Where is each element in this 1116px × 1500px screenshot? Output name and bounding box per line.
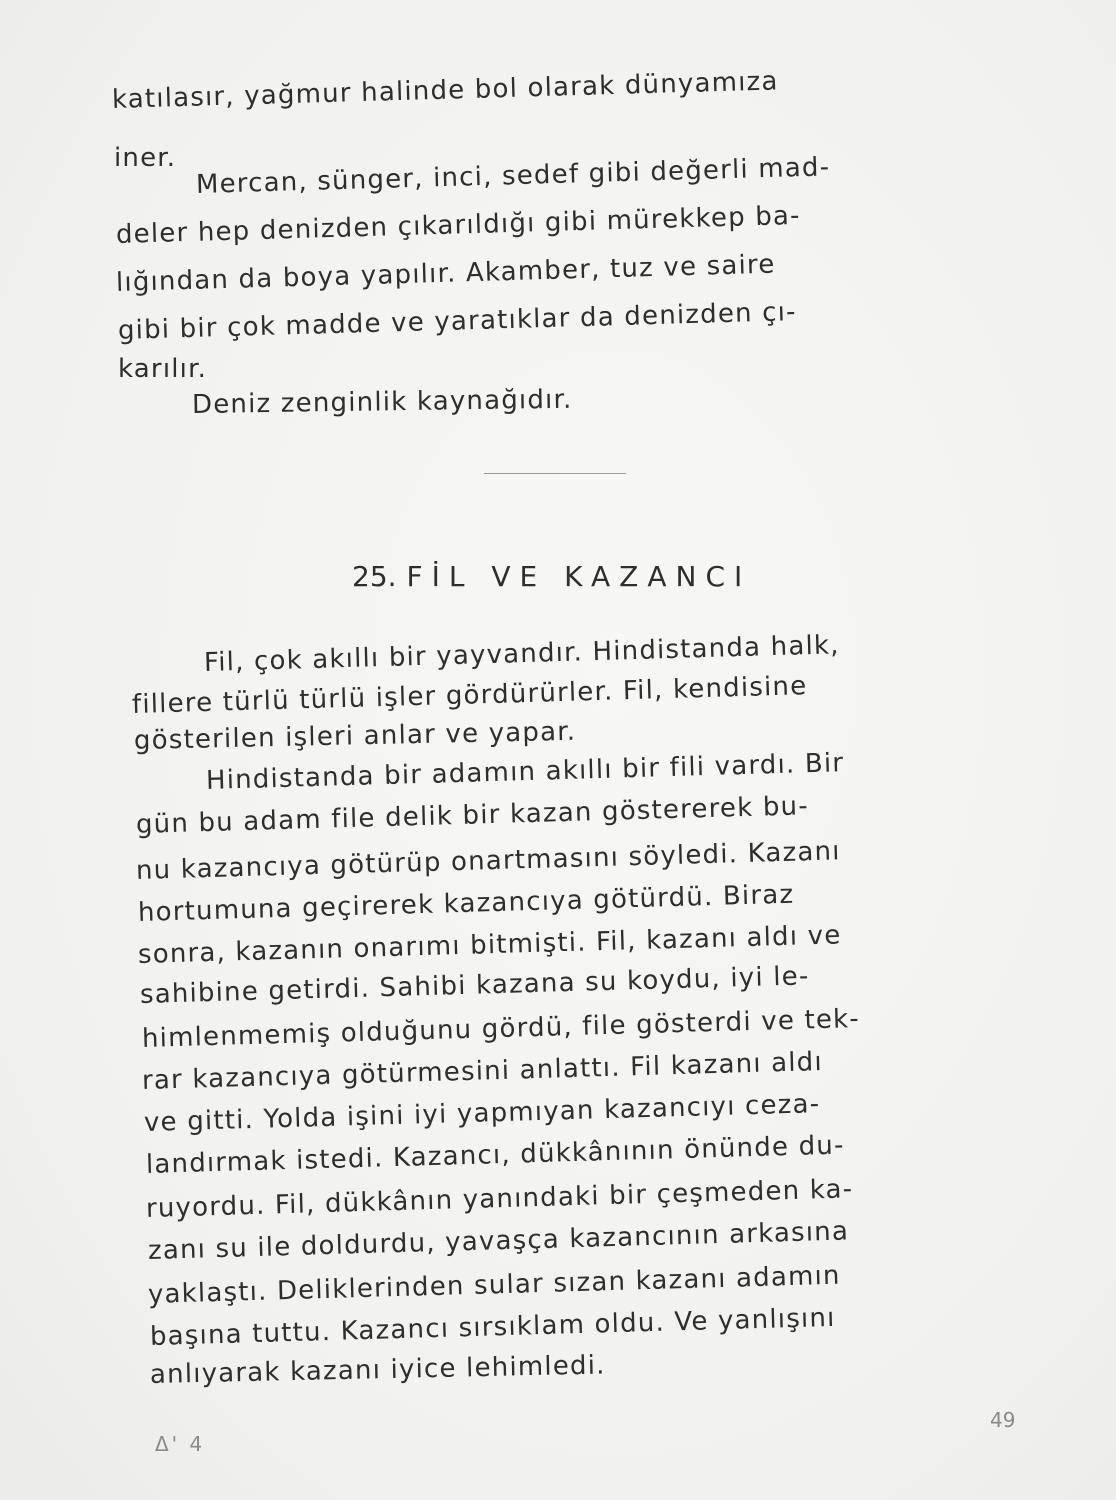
text-line: nu kazancıya götürüp onartmasını söyledi. Kazanı bbox=[135, 836, 842, 886]
text-line: sonra, kazanın onarımı bitmişti. Fil, kazanı aldı ve bbox=[137, 920, 842, 970]
text-line: gösterilen işleri anlar ve yapar. bbox=[133, 716, 577, 756]
printer-signature-mark: Δ' 4 bbox=[155, 1432, 206, 1456]
text-line: sahibine getirdi. Sahibi kazana su koydu, iyi le- bbox=[139, 961, 810, 1010]
text-line: ve gitti. Yolda işini iyi yapmıyan kazancıyı ceza- bbox=[143, 1089, 821, 1138]
text-line: başına tuttu. Kazancı sırsıklam oldu. Ve yanlışını bbox=[149, 1302, 836, 1352]
text-line: Deniz zenginlik kaynağıdır. bbox=[191, 384, 573, 420]
text-line: fillere türlü türlü işler gördürürler. Fil, kendisine bbox=[131, 671, 808, 720]
text-line: zanı su ile doldurdu, yavaşça kazancının arkasına bbox=[147, 1216, 850, 1266]
section-divider bbox=[484, 473, 626, 474]
text-line: Fil, çok akıllı bir yayvandır. Hindistanda halk, bbox=[203, 630, 841, 678]
text-line: Mercan, sünger, inci, sedef gibi değerli mad- bbox=[195, 152, 831, 200]
text-line: iner. bbox=[114, 143, 177, 173]
section-title: FİL VE KAZANCI bbox=[406, 560, 752, 593]
text-line: rar kazancıya götürmesini anlattı. Fil kazanı aldı bbox=[141, 1046, 824, 1096]
text-line: ruyordu. Fil, dükkânın yanındaki bir çeşmeden ka- bbox=[145, 1174, 854, 1224]
section-number: 25. bbox=[352, 560, 397, 593]
text-line: anlıyarak kazanı iyice lehimledi. bbox=[149, 1350, 606, 1390]
text-line: hortumuna geçirerek kazancıya götürdü. Biraz bbox=[137, 879, 795, 928]
text-line: yaklaştı. Deliklerinden sular sızan kazanı adamın bbox=[147, 1260, 842, 1310]
text-line: gün bu adam file delik bir kazan göstererek bu- bbox=[135, 791, 810, 840]
text-line: deler hep denizden çıkarıldığı gibi mürekkep ba- bbox=[115, 200, 802, 250]
text-line: gibi bir çok madde ve yaratıklar da denizden çı- bbox=[117, 297, 798, 346]
page-number: 49 bbox=[990, 1408, 1016, 1432]
text-line: karılır. bbox=[118, 354, 208, 384]
text-line: landırmak istedi. Kazancı, dükkânının önünde du- bbox=[145, 1130, 845, 1180]
text-line: himlenmemiş olduğunu gördü, file gösterdi ve tek- bbox=[141, 1003, 861, 1054]
text-line: Hindistanda bir adamın akıllı bir fili vardı. Bir bbox=[205, 748, 845, 796]
text-line: lığından da boya yapılır. Akamber, tuz ve saire bbox=[115, 249, 776, 298]
text-line: katılasır, yağmur halinde bol olarak dünyamıza bbox=[111, 66, 779, 115]
section-heading bbox=[352, 560, 751, 593]
